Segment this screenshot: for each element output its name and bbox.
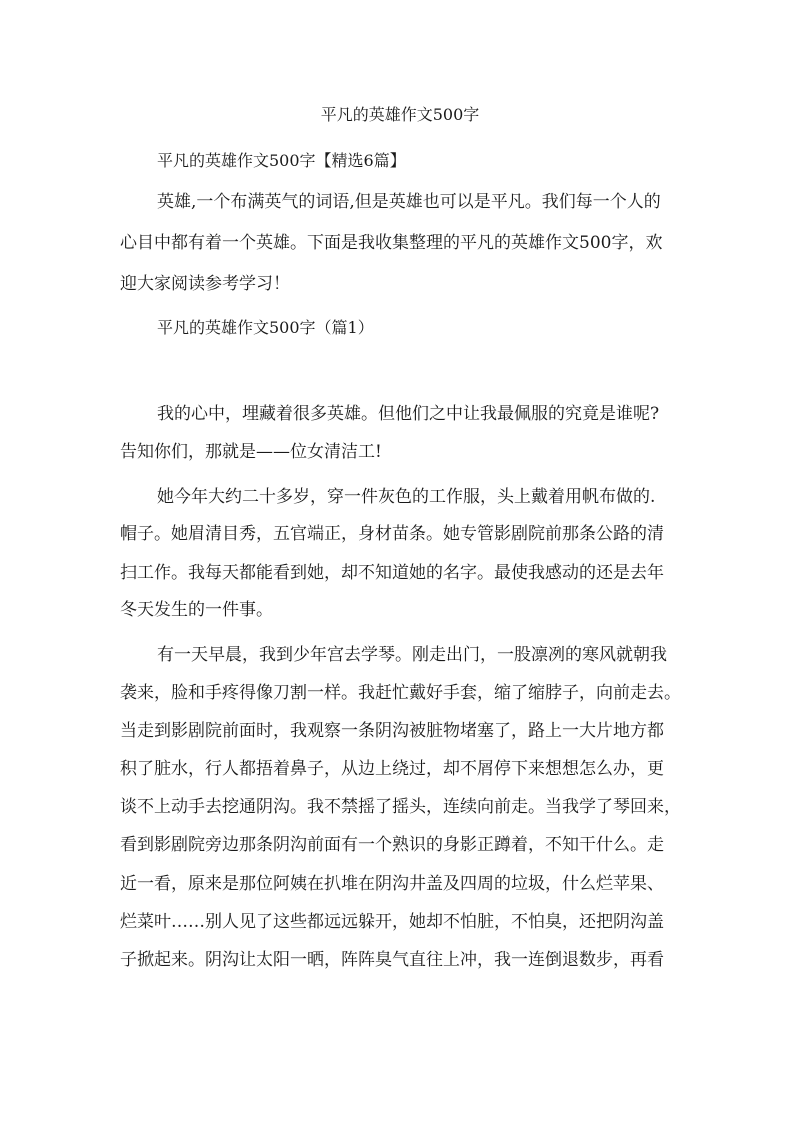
- intro-line-2: 心目中都有着一个英雄。下面是我收集整理的平凡的英雄作文500字，欢: [120, 233, 663, 253]
- paragraph3-line-7: 近一看，原来是那位阿姨在扒堆在阴沟井盖及四周的垃圾，什么烂苹果、: [120, 874, 664, 894]
- paragraph3-line-3: 当走到影剧院前面时，我观察一条阴沟被脏物堵塞了，路上一大片地方都: [120, 721, 664, 741]
- document-subtitle: 平凡的英雄作文500字【精选6篇】: [157, 151, 406, 170]
- paragraph1-line-2: 告知你们，那就是——位女清洁工!: [120, 442, 382, 462]
- paragraph3-line-6: 看到影剧院旁边那条阴沟前面有一个熟识的身影正蹲着，不知干什么。走: [120, 835, 664, 855]
- section-title: 平凡的英雄作文500字（篇1）: [157, 318, 374, 337]
- paragraph3-line-9: 子掀起来。阴沟让太阳一晒，阵阵臭气直往上冲，我一连倒退数步，再看: [120, 950, 664, 970]
- paragraph3-line-1: 有一天早晨，我到少年宫去学琴。刚走出门，一股凛冽的寒风就朝我: [157, 645, 667, 665]
- paragraph1-line-1: 我的心中，埋藏着很多英雄。但他们之中让我最佩服的究竟是谁呢?: [157, 404, 660, 424]
- paragraph3-line-8: 烂菜叶……别人见了这些都远远躲开，她却不怕脏，不怕臭，还把阴沟盖: [120, 912, 664, 932]
- paragraph3-line-2: 袭来，脸和手疼得像刀割一样。我赶忙戴好手套，缩了缩脖子，向前走去。: [120, 683, 681, 703]
- paragraph2-line-2: 帽子。她眉清目秀，五官端正，身材苗条。她专管影剧院前那条公路的清: [120, 524, 664, 544]
- paragraph3-line-5: 谈不上动手去挖通阴沟。我不禁摇了摇头，连续向前走。当我学了琴回来，: [120, 797, 681, 817]
- paragraph2-line-4: 冬天发生的一件事。: [120, 600, 273, 620]
- document-title: 平凡的英雄作文500字: [320, 105, 480, 124]
- intro-line-3: 迎大家阅读参考学习！: [120, 274, 290, 294]
- paragraph2-line-1: 她今年大约二十多岁，穿一件灰色的工作服，头上戴着用帆布做的.: [157, 487, 656, 507]
- intro-line-1: 英雄,一个布满英气的词语,但是英雄也可以是平凡。我们每一个人的: [157, 192, 661, 212]
- paragraph3-line-4: 积了脏水，行人都捂着鼻子，从边上绕过，却不屑停下来想想怎么办，更: [120, 759, 664, 779]
- paragraph2-line-3: 扫工作。我每天都能看到她，却不知道她的名字。最使我感动的还是去年: [120, 563, 664, 583]
